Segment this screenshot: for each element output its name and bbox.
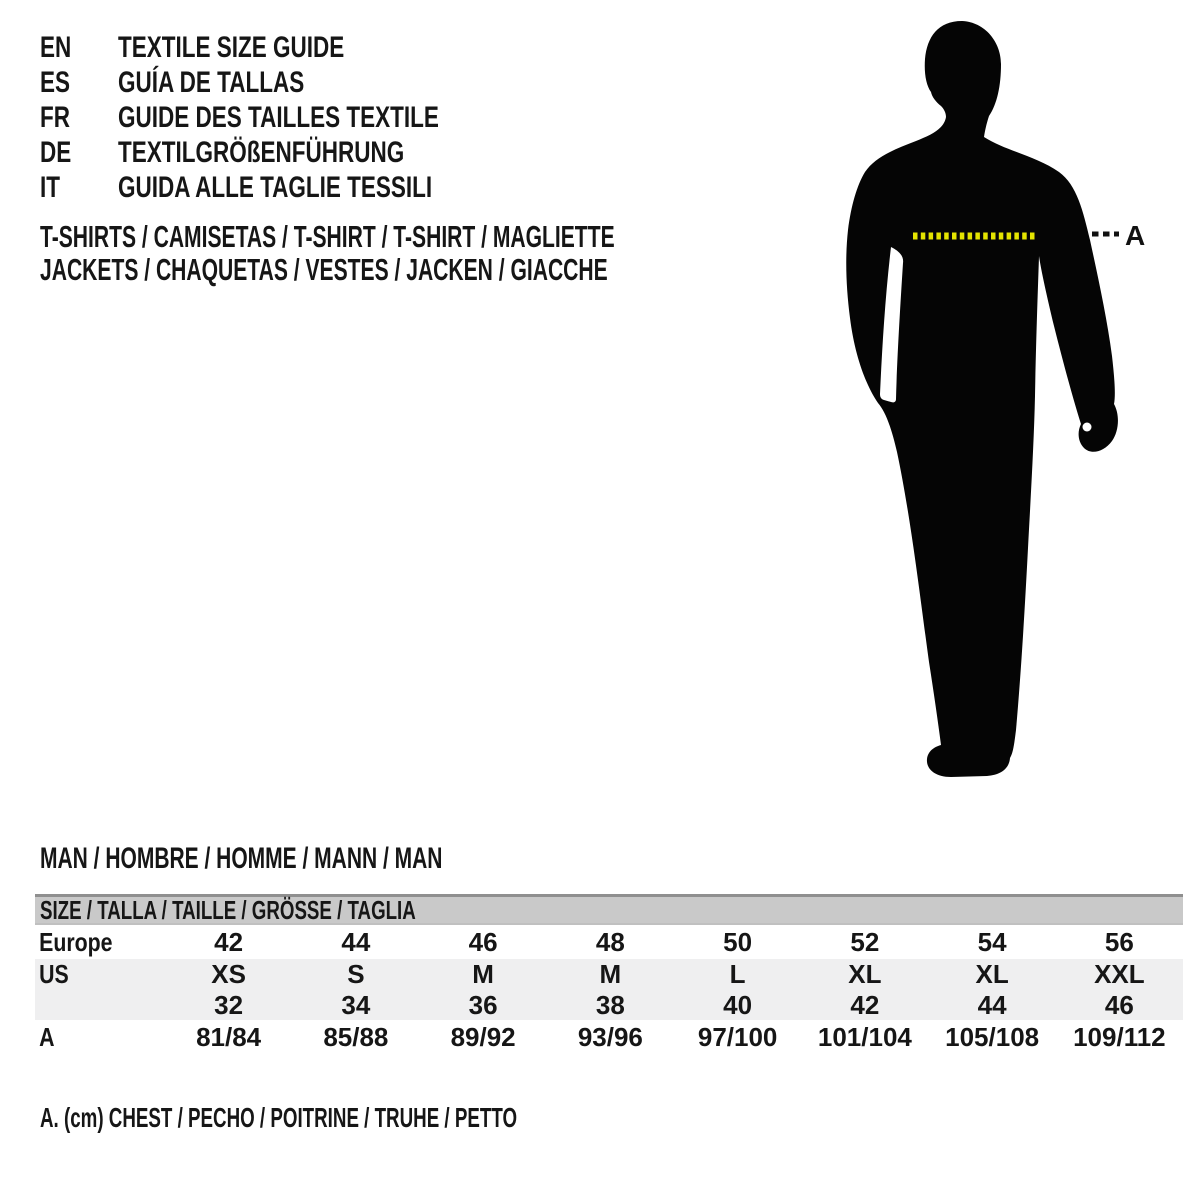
us-size-cell: M bbox=[472, 959, 494, 989]
language-code-de: DE bbox=[40, 136, 72, 169]
category-line-tshirts: T-SHIRTS / CAMISETAS / T-SHIRT / T-SHIRT / MAGLIETTE bbox=[40, 219, 615, 254]
size-table-header-label: SIZE / TALLA / TAILLE / GRÖSSE / TAGLIA bbox=[40, 894, 416, 925]
numeric-size-cell: 32 bbox=[214, 989, 244, 1020]
measure-label-a: A bbox=[1125, 220, 1146, 251]
numeric-size-cell: 36 bbox=[468, 989, 498, 1020]
europe-size-cell: 44 bbox=[341, 926, 371, 957]
numeric-size-cell: 46 bbox=[1104, 989, 1134, 1020]
chest-cm-cell: 81/84 bbox=[196, 1021, 262, 1052]
us-size-cell: M bbox=[599, 959, 622, 989]
category-line-jackets: JACKETS / CHAQUETAS / VESTES / JACKEN / GIACCHE bbox=[40, 252, 608, 287]
europe-size-cell: 42 bbox=[214, 926, 244, 957]
europe-size-cell: 48 bbox=[595, 926, 625, 957]
europe-size-cell: 54 bbox=[977, 926, 1007, 957]
numeric-size-cell: 42 bbox=[850, 989, 880, 1020]
numeric-size-cell: 38 bbox=[595, 989, 625, 1020]
chest-cm-cell: 85/88 bbox=[323, 1021, 389, 1052]
chest-cm-cell: 89/92 bbox=[450, 1021, 516, 1052]
us-size-cell: L bbox=[729, 959, 746, 989]
size-table-header bbox=[35, 894, 1183, 925]
us-size-cell: XL bbox=[848, 959, 882, 989]
chest-cm-cell: 105/108 bbox=[945, 1021, 1040, 1052]
row-label-a: A bbox=[39, 1021, 55, 1052]
guide-title-fr: GUIDE DES TAILLES TEXTILE bbox=[118, 101, 439, 134]
table-row-europe bbox=[35, 925, 1183, 959]
row-label-europe: Europe bbox=[39, 926, 113, 957]
row-label-us: US bbox=[39, 959, 69, 989]
chest-cm-cell: 109/112 bbox=[1073, 1021, 1166, 1052]
us-size-cell: XL bbox=[975, 959, 1009, 989]
measurement-footnote: A. (cm) CHEST / PECHO / POITRINE / TRUHE / PETTO bbox=[40, 1102, 518, 1133]
europe-size-cell: 50 bbox=[723, 926, 753, 957]
us-size-cell: XS bbox=[211, 959, 246, 989]
europe-size-cell: 46 bbox=[468, 926, 498, 957]
numeric-size-cell: 40 bbox=[723, 989, 753, 1020]
chest-cm-cell: 93/96 bbox=[577, 1021, 643, 1052]
us-size-cell: S bbox=[347, 959, 365, 989]
gender-heading: MAN / HOMBRE / HOMME / MANN / MAN bbox=[40, 842, 443, 875]
size-table bbox=[35, 894, 1183, 1054]
language-code-en: EN bbox=[40, 31, 72, 64]
chest-cm-cell: 101/104 bbox=[817, 1021, 912, 1052]
language-code-es: ES bbox=[40, 66, 71, 99]
right-thumb-notch bbox=[1083, 423, 1092, 432]
numeric-size-cell: 44 bbox=[977, 989, 1007, 1020]
chest-cm-cell: 97/100 bbox=[697, 1021, 778, 1052]
europe-size-cell: 56 bbox=[1104, 926, 1134, 957]
table-row-chest-a bbox=[35, 1020, 1183, 1054]
numeric-size-cell: 34 bbox=[341, 989, 371, 1020]
language-code-fr: FR bbox=[40, 101, 70, 134]
guide-title-de: TEXTILGRÖßENFÜHRUNG bbox=[118, 136, 405, 169]
table-row-numeric bbox=[35, 990, 1183, 1020]
guide-title-es: GUÍA DE TALLAS bbox=[118, 66, 305, 99]
guide-title-it: GUIDA ALLE TAGLIE TESSILI bbox=[118, 171, 433, 204]
language-code-it: IT bbox=[40, 171, 61, 204]
guide-title-en: TEXTILE SIZE GUIDE bbox=[118, 31, 345, 64]
us-size-cell: XXL bbox=[1094, 959, 1145, 989]
table-row-us bbox=[35, 959, 1183, 990]
europe-size-cell: 52 bbox=[850, 926, 880, 957]
